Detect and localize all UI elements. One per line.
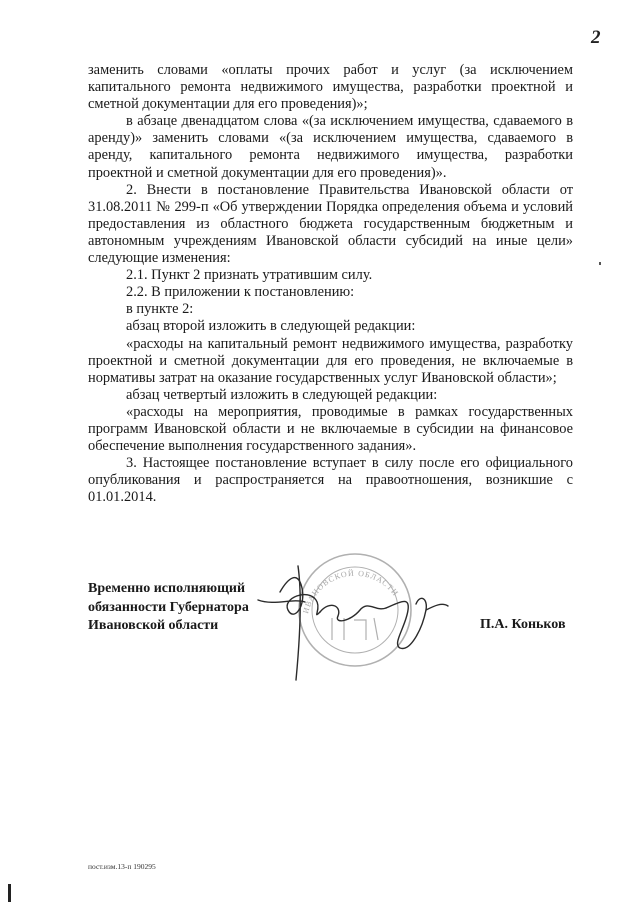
- paragraph-item-3: 3. Настоящее постановление вступает в силу после его официального опубликования и распространяется на правоотношения, возникшие с 01.01.2014.: [88, 455, 573, 506]
- scan-edge-mark: [8, 884, 11, 902]
- position-line: обязанности Губернатора: [88, 599, 249, 615]
- position-line: Ивановской области: [88, 618, 219, 633]
- paragraph-abzac-fourth-heading: абзац четвертый изложить в следующей редакции:: [126, 386, 438, 403]
- handwritten-signature: [258, 566, 448, 680]
- paragraph-item-2: 2. Внести в постановление Правительства Ивановской области от 31.08.2011 № 299-п «Об утверждении Порядка определения объема и условий предоставления из областного бюджета государственным бюджетным и автономным учреждениям Ивановской области субсидий на иные цели» следующие изменения:: [88, 181, 573, 267]
- paragraph-abzac-twelve: в абзаце двенадцатом слова «(за исключением имущества, сдаваемого в аренду)» заменить словами «(за исключением имущества, сдаваемого в аренду, капитального ремонта недвижимого имущества, разработки проектной и сметной документации для его проведения)».: [88, 113, 573, 181]
- position-line: Временно исполняющий: [88, 581, 246, 596]
- paragraph-abzac-fourth-text: «расходы на мероприятия, проводимые в рамках государственных программ Ивановской области и не включаемые в субсидии на финансовое обеспечение выполнения государственного задания».: [88, 403, 573, 455]
- official-seal-stamp: [299, 554, 411, 666]
- footer-document-code: пост.изм.13-п 190295: [88, 862, 156, 871]
- paragraph-item-2-1: 2.1. Пункт 2 признать утратившим силу.: [126, 267, 373, 284]
- paragraph-continuation: заменить словами «оплаты прочих работ и услуг (за исключением капитального ремонта недвижимого имущества, разработки проектной и сметной документации для его проведения)»;: [88, 62, 573, 113]
- seal-and-signature-image: [250, 548, 450, 683]
- signature-position: [88, 580, 249, 636]
- paragraph-abzac-second-heading: абзац второй изложить в следующей редакции:: [126, 318, 416, 335]
- paragraph-abzac-second-text: «расходы на капитальный ремонт недвижимого имущества, разработку проектной и сметной документации для его проведения, не включаемые в нормативы затрат на оказание государственных услуг Ивановской области»;: [88, 335, 573, 386]
- document-body: [88, 62, 573, 506]
- page-number: 2: [591, 27, 601, 48]
- signer-name: П.А. Коньков: [480, 617, 566, 632]
- scan-speck: [599, 262, 601, 265]
- paragraph-point-2: в пункте 2:: [126, 301, 194, 318]
- seal-text: ИВАНОВСКОЙ ОБЛАСТИ: [301, 568, 401, 615]
- paragraph-item-2-2: 2.2. В приложении к постановлению:: [126, 284, 355, 301]
